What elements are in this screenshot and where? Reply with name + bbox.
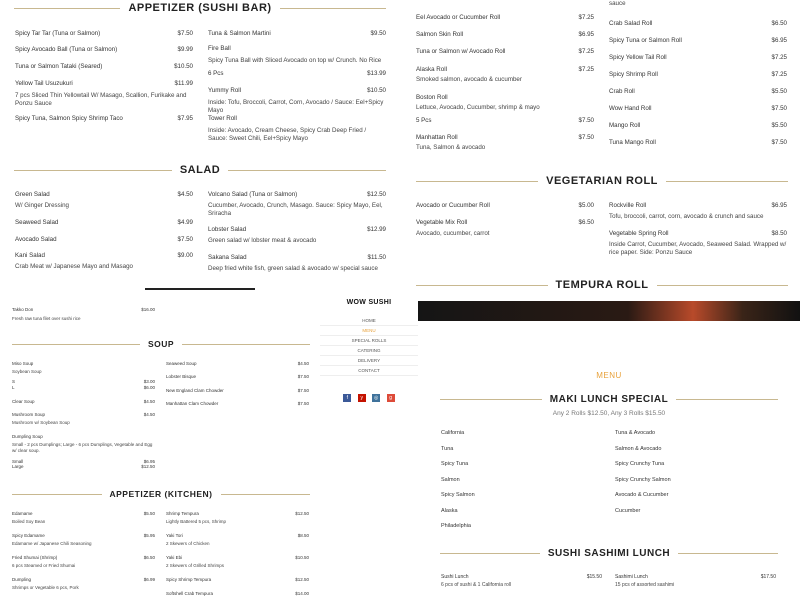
item-price: $12.50 bbox=[141, 464, 155, 469]
item-name: Lobster Salad bbox=[208, 226, 247, 233]
menu-item bbox=[609, 20, 787, 30]
item-name: Takko Don bbox=[12, 307, 34, 312]
menu-item bbox=[15, 80, 193, 110]
section-title: SUSHI SASHIMI LUNCH bbox=[547, 548, 671, 559]
item-price: $6.99 bbox=[143, 577, 155, 582]
item-name: Spicy Tuna, Salmon Spicy Shrimp Taco bbox=[15, 115, 123, 122]
yelp-icon[interactable]: y bbox=[358, 394, 366, 402]
item-description: 6 pcs Steamed or Fried Shumai bbox=[12, 563, 76, 568]
item-price: $5.50 bbox=[771, 122, 787, 129]
maki-roll-item: Spicy Salmon bbox=[441, 492, 475, 498]
item-name: Eel Avocado or Cucumber Roll bbox=[416, 14, 501, 21]
section-title: MAKI LUNCH SPECIAL bbox=[549, 394, 669, 405]
item-description: Lettuce, Avocado, Cucumber, shrimp & mayo bbox=[416, 104, 540, 111]
nav-item-menu[interactable]: MENU bbox=[320, 326, 418, 336]
item-description: Smoked salmon, avocado & cucumber bbox=[416, 76, 522, 83]
item-price: $6.95 bbox=[771, 37, 787, 44]
menu-item bbox=[416, 66, 594, 84]
item-name: Seaweed Salad bbox=[15, 219, 59, 226]
quad-bottom-right bbox=[418, 297, 800, 600]
item-description: Cucumber, Avocado, Crunch, Masago. Sauce: Spicy Mayo, Eel, Sriracha bbox=[208, 202, 383, 217]
menu-item bbox=[15, 115, 193, 145]
item-description: Inside: Avocado, Cream Cheese, Spicy Crab Deep Fried / Sauce: Sweet Chili, Eel+Spicy Mayo bbox=[208, 127, 367, 142]
menu-item bbox=[12, 555, 155, 577]
item-name: Clear Soup bbox=[12, 399, 35, 404]
section-header-appetizer-kitchen bbox=[12, 489, 310, 499]
menu-item bbox=[609, 122, 787, 132]
item-price: $17.50 bbox=[760, 574, 776, 580]
item-price: $10.50 bbox=[367, 87, 386, 94]
maki-roll-item: Spicy Tuna bbox=[441, 461, 469, 467]
item-description: W/ Ginger Dressing bbox=[15, 202, 69, 209]
maki-roll-item: California bbox=[441, 430, 465, 436]
menu-item bbox=[166, 533, 309, 555]
item-price: $12.50 bbox=[367, 191, 386, 198]
item-description: Tofu, broccoli, carrot, corn, avocado & crunch and sauce bbox=[609, 213, 764, 220]
item-name: Manhattan Clam Chowder bbox=[166, 401, 219, 406]
maki-roll-item: Spicy Crunchy Tuna bbox=[615, 461, 665, 467]
item-price: $4.50 bbox=[143, 412, 155, 417]
item-price: $12.99 bbox=[367, 226, 386, 233]
section-header-soup bbox=[12, 339, 310, 349]
item-name: Vegetable Mix Roll bbox=[416, 219, 468, 226]
menu-item bbox=[12, 577, 155, 599]
item-price: $13.99 bbox=[367, 70, 386, 77]
menu-item bbox=[416, 94, 594, 112]
item-name: Spicy Edamame bbox=[12, 533, 45, 538]
item-price: $10.50 bbox=[295, 555, 309, 560]
social-icons bbox=[320, 386, 418, 404]
maki-subtitle: Any 2 Rolls $12.50, Any 3 Rolls $15.50 bbox=[552, 410, 666, 417]
menu-item bbox=[12, 511, 155, 533]
item-name: Yaki Ebi bbox=[166, 555, 183, 560]
site-sidebar bbox=[320, 297, 418, 600]
section-header-appetizer-sushi-bar bbox=[14, 2, 386, 14]
item-description: Mushroom w/ Soybean Soup bbox=[12, 420, 70, 425]
item-name: Yummy Roll bbox=[208, 87, 242, 94]
item-price: $9.00 bbox=[177, 252, 193, 259]
nav-item-delivery[interactable]: DELIVERY bbox=[320, 356, 418, 366]
item-name: Green Salad bbox=[15, 191, 50, 198]
item-price: $14.00 bbox=[295, 591, 309, 596]
menu-item bbox=[609, 71, 787, 81]
menu-item bbox=[416, 134, 594, 152]
menu-label[interactable]: MENU bbox=[596, 371, 622, 380]
item-name: 6 Pcs bbox=[208, 70, 224, 77]
item-price: $3.00 bbox=[143, 379, 155, 384]
item-name: Large bbox=[12, 464, 24, 469]
item-name: Volcano Salad (Tuna or Salmon) bbox=[208, 191, 298, 198]
item-name: Kani Salad bbox=[15, 252, 45, 259]
menu-item bbox=[416, 117, 594, 135]
item-name: Avocado or Cucumber Roll bbox=[416, 202, 490, 209]
menu-item bbox=[609, 202, 787, 228]
item-description: Inside: Tofu, Broccoli, Carrot, Corn, Avocado / Sauce: Eel+Spicy Mayo bbox=[208, 99, 384, 114]
item-price: $6.95 bbox=[578, 31, 594, 38]
item-name: Yaki Tori bbox=[166, 533, 183, 538]
menu-item bbox=[15, 252, 193, 280]
item-name: Boston Roll bbox=[416, 94, 448, 101]
item-name: Mushroom Soup bbox=[12, 412, 46, 417]
maki-roll-item: Spicy Crunchy Salmon bbox=[615, 476, 671, 483]
item-description: Fresh raw tuna filet over sushi rice bbox=[12, 316, 81, 321]
menu-item bbox=[416, 219, 594, 245]
item-price: $7.50 bbox=[297, 401, 309, 406]
item-price: $4.50 bbox=[143, 399, 155, 404]
item-name: S bbox=[12, 379, 16, 384]
item-name: Tower Roll bbox=[208, 115, 237, 122]
item-name: Small bbox=[12, 459, 24, 464]
item-name: Sakana Salad bbox=[208, 254, 247, 261]
menu-item bbox=[609, 88, 787, 98]
google-plus-icon[interactable]: g bbox=[387, 394, 395, 402]
item-name: Manhattan Roll bbox=[416, 134, 458, 141]
item-price: $4.50 bbox=[297, 361, 309, 366]
item-name: Wow Hand Roll bbox=[609, 105, 652, 112]
item-price: $7.25 bbox=[578, 14, 594, 21]
item-price: $15.50 bbox=[586, 574, 602, 580]
item-price: $11.99 bbox=[174, 80, 193, 87]
item-name: Seaweed Soup bbox=[166, 361, 197, 366]
item-description: Green salad w/ lobster meat & avocado bbox=[208, 237, 317, 244]
menu-item bbox=[615, 574, 776, 592]
maki-roll-item: Cucumber bbox=[615, 507, 641, 514]
item-price: $7.25 bbox=[771, 71, 787, 78]
menu-item bbox=[609, 37, 787, 47]
menu-item bbox=[609, 54, 787, 64]
item-price: $9.50 bbox=[370, 30, 386, 37]
item-name: Spicy Shrimp Tempura bbox=[166, 577, 212, 582]
maki-roll-item: Alaska bbox=[441, 507, 458, 514]
section-title: APPETIZER (SUSHI BAR) bbox=[128, 2, 272, 14]
item-description: Lightly Battered 5 pcs, Shrimp bbox=[166, 519, 227, 524]
item-description: Edamame w/ Japanese Chili Seasoning bbox=[12, 541, 92, 546]
menu-item bbox=[208, 254, 386, 282]
item-price: $7.50 bbox=[177, 236, 193, 243]
item-name: Tuna or Salmon Tataki (Seared) bbox=[15, 63, 103, 70]
item-description: Small - 2 pcs Dumplings; Large - 6 pcs Dumplings, Vegetable and Egg w/ clear soup. bbox=[12, 442, 153, 453]
section-title: SALAD bbox=[179, 164, 221, 176]
item-price: $12.50 bbox=[295, 577, 309, 582]
maki-roll-item: Philadelphia bbox=[441, 523, 471, 529]
menu-item bbox=[12, 412, 155, 434]
item-name: Miso Soup bbox=[12, 361, 34, 366]
maki-roll-item: Tuna & Avocado bbox=[615, 430, 656, 436]
item-price: $6.50 bbox=[578, 219, 594, 226]
item-description: 7 pcs Sliced Thin Yellowtail W/ Masago, Scallion, Furikake and Ponzu Sauce bbox=[15, 92, 187, 107]
item-name: L bbox=[12, 385, 15, 390]
maki-roll-item: Avocado & Cucumber bbox=[615, 492, 669, 498]
item-name: Dumpling Soup bbox=[12, 434, 43, 439]
menu-item bbox=[15, 191, 193, 219]
item-price: $12.50 bbox=[295, 511, 309, 516]
item-description: Crab Meat w/ Japanese Mayo and Masago bbox=[15, 263, 133, 270]
item-price: $6.00 bbox=[143, 385, 155, 390]
section-header-vegetarian-roll bbox=[416, 175, 788, 187]
item-description: Avocado, cucumber, carrot bbox=[416, 230, 490, 237]
menu-item bbox=[208, 115, 386, 145]
menu-item bbox=[208, 191, 386, 219]
item-price: $7.50 bbox=[771, 105, 787, 112]
item-name: Sashimi Lunch bbox=[615, 574, 648, 580]
menu-item bbox=[166, 591, 309, 600]
menu-item bbox=[208, 87, 386, 117]
menu-item bbox=[609, 230, 787, 256]
item-description: 2 Skewers of Chicken bbox=[166, 541, 210, 546]
item-name: Alaska Roll bbox=[416, 66, 447, 73]
hero-banner-image bbox=[418, 301, 800, 321]
item-name: Vegetable Spring Roll bbox=[609, 230, 669, 237]
top-desc-partial: sauce bbox=[609, 0, 626, 7]
item-name: Softshell Crab Tempura bbox=[166, 591, 213, 596]
menu-item bbox=[609, 105, 787, 115]
item-name: Tuna or Salmon w/ Avocado Roll bbox=[416, 48, 506, 55]
item-price: $5.50 bbox=[771, 88, 787, 95]
item-name: Tuna Mango Roll bbox=[609, 139, 656, 146]
nav-item-catering[interactable]: CATERING bbox=[320, 346, 418, 356]
menu-item bbox=[12, 464, 155, 486]
roll-hand-roll-header-partial bbox=[145, 288, 255, 290]
item-description: Tuna, Salmon & avocado bbox=[416, 144, 486, 151]
site-logo[interactable]: WOW SUSHI bbox=[346, 299, 392, 306]
item-price: $11.50 bbox=[367, 254, 386, 261]
item-price: $16.00 bbox=[141, 307, 155, 312]
item-name: Fried Shumai (Shrimp) bbox=[12, 555, 58, 560]
item-price: $7.50 bbox=[578, 117, 594, 124]
item-price: $7.50 bbox=[297, 388, 309, 393]
facebook-icon[interactable]: f bbox=[343, 394, 351, 402]
section-title: SOUP bbox=[147, 339, 175, 349]
menu-item bbox=[12, 307, 155, 325]
section-title: TEMPURA ROLL bbox=[555, 279, 649, 291]
item-name: Yellow Tail Usuzukuri bbox=[15, 80, 73, 87]
section-header-maki-lunch-special bbox=[440, 394, 778, 405]
section-header-salad bbox=[14, 164, 386, 176]
quad-bottom-left bbox=[0, 297, 418, 600]
menu-item bbox=[208, 226, 386, 254]
item-description: Inside Carrot, Cucumber, Avocado, Seaweed Salad. Wrapped w/ rice paper. Side: Ponzu Sauce bbox=[609, 241, 787, 256]
item-price: $5.00 bbox=[578, 202, 594, 209]
nav-item-special-rolls[interactable]: SPECIAL ROLLS bbox=[320, 336, 418, 346]
item-price: $6.50 bbox=[771, 20, 787, 27]
item-name: Spicy Yellow Tail Roll bbox=[609, 54, 667, 61]
item-price: $5.95 bbox=[143, 533, 155, 538]
item-price: $7.95 bbox=[177, 115, 193, 122]
section-title: APPETIZER (KITCHEN) bbox=[109, 489, 213, 499]
menu-item bbox=[416, 14, 594, 32]
item-description: Boiled Soy Bean bbox=[12, 519, 46, 524]
menu-item bbox=[12, 434, 155, 456]
item-description: Deep fried white fish, green salad & avocado w/ special sauce bbox=[208, 265, 378, 272]
item-price: $4.50 bbox=[177, 191, 193, 198]
menu-item bbox=[416, 31, 594, 49]
item-name: 5 Pcs bbox=[416, 117, 432, 124]
item-description: 15 pcs of assorted sashimi bbox=[615, 582, 675, 588]
menu-item bbox=[609, 139, 787, 149]
item-name: Shrimp Tempura bbox=[166, 511, 199, 516]
section-header-sushi-sashimi-lunch bbox=[440, 548, 778, 559]
item-price: $7.25 bbox=[578, 48, 594, 55]
item-price: $7.25 bbox=[578, 66, 594, 73]
item-name: Crab Salad Roll bbox=[609, 20, 653, 27]
item-price: $4.99 bbox=[177, 219, 193, 226]
item-price: $5.50 bbox=[143, 511, 155, 516]
item-name: Avocado Salad bbox=[15, 236, 57, 243]
item-name: Spicy Tuna or Salmon Roll bbox=[609, 37, 682, 44]
item-description: 2 Skewers of Grilled Shrimps bbox=[166, 563, 225, 568]
item-name: Fire Ball bbox=[208, 45, 231, 52]
item-name: Spicy Tar Tar (Tuna or Salmon) bbox=[15, 30, 101, 37]
item-price: $8.50 bbox=[771, 230, 787, 237]
item-name: Crab Roll bbox=[609, 88, 635, 95]
item-name: Dumpling bbox=[12, 577, 32, 582]
instagram-icon[interactable]: ◎ bbox=[374, 395, 379, 401]
item-name: Salmon Skin Roll bbox=[416, 31, 464, 38]
item-name: Tuna & Salmon Martini bbox=[208, 30, 271, 37]
item-name: Rockville Roll bbox=[609, 202, 647, 209]
menu-item bbox=[166, 511, 309, 533]
menu-item bbox=[441, 574, 602, 592]
quad-top-right bbox=[400, 0, 800, 300]
item-description: 6 pcs of sushi & 1 California roll bbox=[441, 582, 512, 588]
item-description: Shrimps or Vegetable 6 pcs, Pork bbox=[12, 585, 79, 590]
menu-item bbox=[166, 555, 309, 577]
item-price: $7.50 bbox=[177, 30, 193, 37]
nav-item-contact[interactable]: CONTACT bbox=[320, 366, 418, 376]
nav-item-home[interactable]: HOME bbox=[320, 316, 418, 326]
item-price: $7.25 bbox=[771, 54, 787, 61]
item-name: Spicy Shrimp Roll bbox=[609, 71, 658, 78]
section-title: VEGETARIAN ROLL bbox=[546, 175, 658, 187]
item-name: Sushi Lunch bbox=[441, 574, 469, 580]
maki-roll-item: Tuna bbox=[441, 445, 454, 452]
item-price: $6.95 bbox=[143, 459, 155, 464]
menu-item bbox=[166, 401, 309, 423]
item-price: $7.50 bbox=[578, 134, 594, 141]
section-header-tempura-roll bbox=[416, 279, 788, 291]
item-price: $7.50 bbox=[297, 374, 309, 379]
quad-top-left bbox=[0, 0, 400, 290]
item-price: $6.50 bbox=[143, 555, 155, 560]
item-name: Lobster Bisque bbox=[166, 374, 197, 379]
item-price: $9.99 bbox=[177, 46, 193, 53]
menu-item bbox=[12, 533, 155, 555]
item-name: Edamame bbox=[12, 511, 33, 516]
item-price: $10.50 bbox=[174, 63, 193, 70]
item-price: $7.50 bbox=[771, 139, 787, 146]
item-name: Mango Roll bbox=[609, 122, 641, 129]
maki-roll-item: Salmon bbox=[441, 476, 460, 483]
item-price: $6.95 bbox=[771, 202, 787, 209]
maki-roll-item: Salmon & Avocado bbox=[615, 445, 662, 452]
item-description: Spicy Tuna Ball with Sliced Avocado on top w/ Crunch. No Rice bbox=[208, 57, 382, 64]
item-name: Spicy Avocado Ball (Tuna or Salmon) bbox=[15, 46, 118, 53]
item-name: New England Clam Chowder bbox=[166, 388, 224, 393]
menu-item bbox=[416, 48, 594, 66]
item-price: $8.50 bbox=[297, 533, 309, 538]
item-description: Soybean Soup bbox=[12, 369, 42, 374]
main-nav bbox=[320, 316, 418, 376]
